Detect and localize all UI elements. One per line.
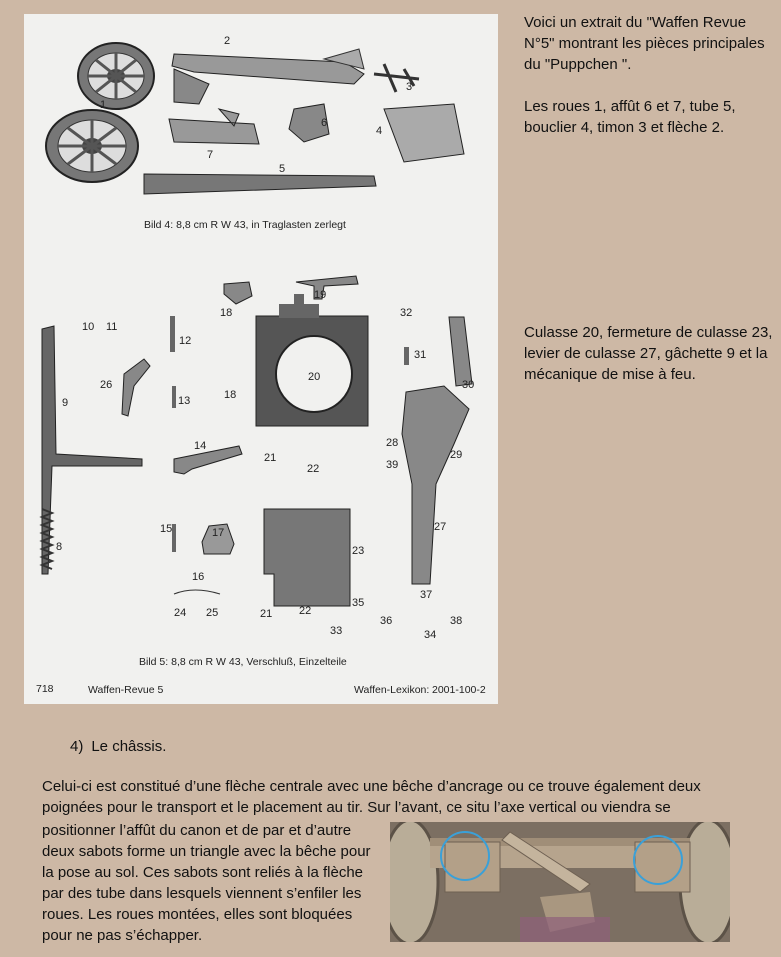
- body-column: positionner l’affût du canon et de par et d’autre deux sabots forme un triangle avec la bêche pour la pose au sol. Ces sabots sont reliés à la flèche par des tube dans lesquels viennent s’enfiler les roues. Les roues montées, elles sont bloquées pour ne pas s’échapper.: [42, 822, 371, 944]
- part-number: 5: [279, 163, 286, 175]
- part-drawing-13: [172, 386, 176, 408]
- section-heading: [70, 738, 166, 755]
- part-drawing-12: [170, 316, 175, 352]
- part-number: 22: [307, 463, 320, 475]
- bild4-caption: Bild 4: 8,8 cm R W 43, in Traglasten zerlegt: [144, 219, 346, 231]
- footer-page-number: 718: [36, 683, 54, 695]
- pole-drawing: [374, 64, 419, 92]
- part-number: 10: [82, 321, 95, 333]
- barrel-drawing: [144, 174, 376, 194]
- part-number: 6: [321, 117, 328, 129]
- wheel-drawing-1: [78, 43, 154, 109]
- trail-drawing: [172, 49, 364, 104]
- parts-drawing: [24, 14, 498, 704]
- part-number: 27: [434, 521, 447, 533]
- body-line-1: Celui-ci est constitué d’une flèche centrale avec une bêche d’ancrage ou ce trouve également deux: [42, 778, 701, 795]
- part-drawing-19: [296, 276, 358, 299]
- body-line-2: poignées pour le transport et le placement au tir. Sur l’avant, ce situ l’axe vertical ou viendra se: [42, 799, 671, 816]
- carriage-drawing-7: [169, 109, 259, 144]
- part-number: 32: [400, 307, 413, 319]
- part-number: 17: [212, 527, 225, 539]
- part-number: 37: [420, 589, 433, 601]
- part-number: 11: [106, 321, 118, 333]
- part-number: 15: [160, 523, 173, 535]
- part-number: 29: [450, 449, 463, 461]
- part-drawing-18: [224, 282, 252, 304]
- part-number: 36: [380, 615, 393, 627]
- part-drawing-31: [404, 347, 409, 365]
- part-number: 2: [224, 35, 231, 47]
- shield-drawing: [384, 104, 464, 162]
- part-number: 38: [450, 615, 463, 627]
- part-drawing-14: [174, 446, 242, 474]
- link-drawing: [449, 317, 472, 386]
- footer-left: Waffen-Revue 5: [88, 684, 164, 696]
- wheel-drawing-2: [46, 110, 138, 182]
- part-number: 21: [260, 608, 273, 620]
- part-drawing-26: [122, 359, 150, 416]
- part-number: 19: [314, 289, 327, 301]
- chassis-photo-drawing: [390, 822, 730, 942]
- breech-drawing: [256, 294, 368, 426]
- part-number: 16: [192, 571, 205, 583]
- part-number: 8: [56, 541, 63, 553]
- part-number: 34: [424, 629, 437, 641]
- part-drawing-15: [172, 524, 176, 552]
- part-number: 30: [462, 379, 475, 391]
- part-number: 22: [299, 605, 312, 617]
- part-number: 31: [414, 349, 427, 361]
- part-number: 39: [386, 459, 399, 471]
- part-number: 1: [100, 99, 107, 111]
- part-number: 28: [386, 437, 399, 449]
- part-number: 20: [308, 371, 321, 383]
- part-number: 23: [352, 545, 365, 557]
- part-number: 25: [206, 607, 219, 619]
- section-number: 4): [70, 738, 84, 755]
- footer-right-code: 2001-100-2: [432, 684, 486, 696]
- parts-text: Les roues 1, affût 6 et 7, tube 5, bouclier 4, timon 3 et flèche 2.: [524, 98, 736, 136]
- trigger-drawing: [42, 326, 142, 574]
- part-drawing-16: [174, 590, 220, 594]
- breech-closure-drawing: [264, 509, 350, 606]
- breech-text: Culasse 20, fermeture de culasse 23, levier de culasse 27, gâchette 9 et la mécanique de mise à feu.: [524, 324, 773, 383]
- chassis-photo: [390, 822, 730, 942]
- scanned-page: [24, 14, 498, 704]
- part-number: 4: [376, 125, 383, 137]
- part-number: 3: [406, 81, 413, 93]
- intro-text: Voici un extrait du "Waffen Revue N°5" montrant les pièces principales du "Puppchen ".: [524, 14, 765, 73]
- part-number: 33: [330, 625, 343, 637]
- part-number: 21: [264, 452, 277, 464]
- part-number: 9: [62, 397, 69, 409]
- part-number: 26: [100, 379, 113, 391]
- part-number: 35: [352, 597, 365, 609]
- part-number: 18: [224, 389, 237, 401]
- part-number: 7: [207, 149, 214, 161]
- part-number: 12: [179, 335, 192, 347]
- breech-lever-drawing: [402, 386, 469, 584]
- bild5-caption: Bild 5: 8,8 cm R W 43, Verschluß, Einzelteile: [139, 656, 347, 668]
- part-number: 24: [174, 607, 187, 619]
- part-number: 14: [194, 440, 207, 452]
- part-number: 13: [178, 395, 191, 407]
- footer-right-label: Waffen-Lexikon:: [354, 684, 430, 696]
- section-title: Le châssis.: [91, 738, 167, 755]
- part-number: 18: [220, 307, 233, 319]
